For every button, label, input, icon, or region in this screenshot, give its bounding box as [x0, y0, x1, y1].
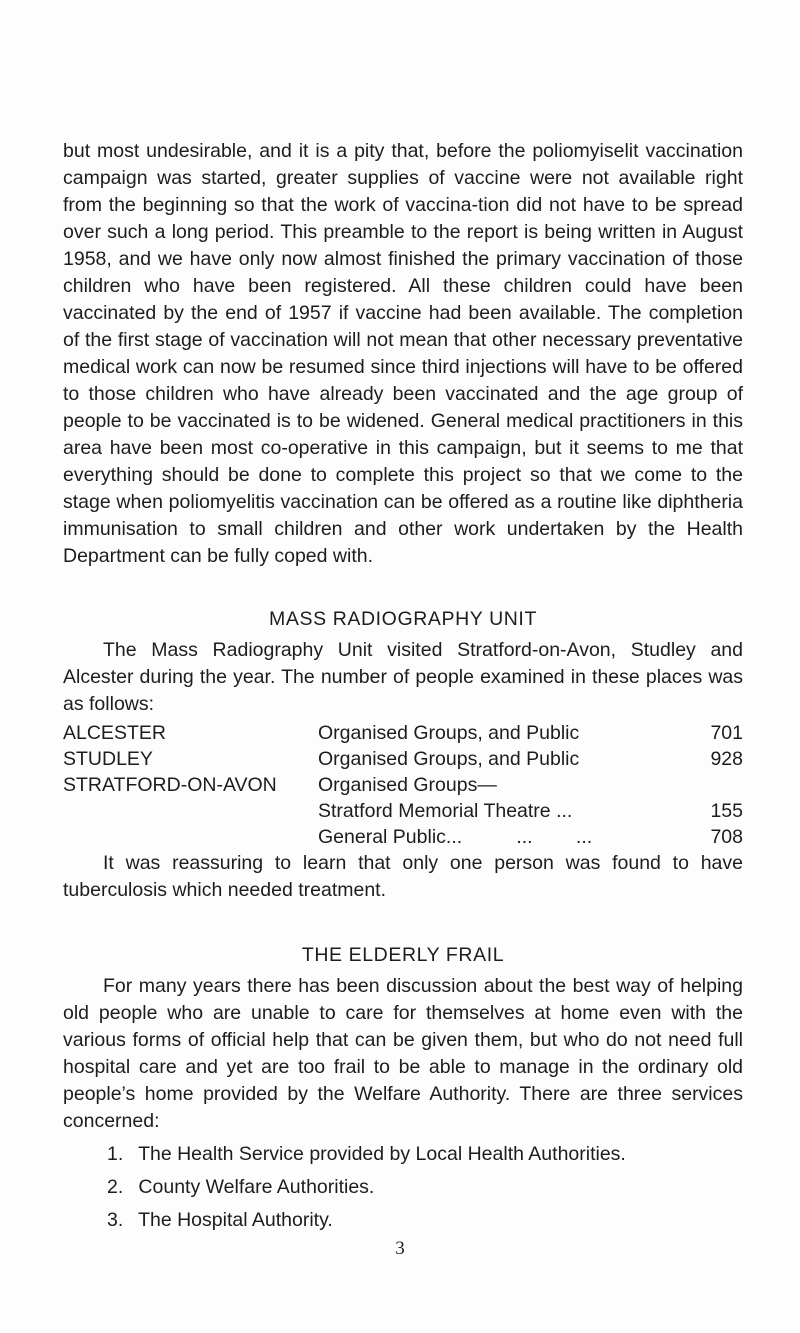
count-cell: 928: [710, 748, 743, 770]
table-row: [63, 824, 743, 850]
list-item: [63, 1207, 743, 1234]
services-list: [63, 1141, 743, 1234]
list-item: [63, 1141, 743, 1168]
place-cell: [63, 824, 318, 850]
intro-paragraph: but most undesirable, and it is a pity that, before the poliomyiselit vaccination campaign was started, greater supplies of vaccine were not available right from the beginning so that the work of vaccina-tion did not have to be spread over such a long period. This preamble to the report is being written in August 1958, and we have only now almost finished the primary vaccination of those children who have been registered. All these children could have been vaccinated by the end of 1957 if vaccine had been available. The completion of the first stage of vaccination will not mean that other necessary preventative medical work can now be resumed since third injections will have to be offered to those children who have already been vaccinated and the age group of people to be vaccinated is to be widened. General medical practitioners in this area have been most co-operative in this campaign, but it seems to me that everything should be done to complete this project so that we come to the stage when poliomyelitis vaccination can be offered as a routine like diphtheria immunisation to small children and other work undertaken by the Health Department can be fully coped with.: [63, 140, 743, 567]
place-cell: STRATFORD-ON-AVON: [63, 774, 277, 796]
count-cell: 701: [710, 722, 743, 744]
group-cell: Stratford Memorial Theatre ...: [318, 800, 573, 822]
list-item-text: The Hospital Authority.: [138, 1209, 333, 1231]
count-cell: 708: [710, 826, 743, 848]
table-row: [63, 772, 743, 798]
table-row: [63, 720, 743, 746]
mass-radiography-conclusion: It was reassuring to learn that only one person was found to have tuberculosis which needed treatment.: [63, 852, 743, 901]
group-cell: General Public... ... ...: [318, 826, 593, 848]
list-item-number: 1.: [107, 1143, 124, 1165]
mass-radiography-intro: The Mass Radiography Unit visited Stratford-on-Avon, Studley and Alcester during the year. The number of people examined in these places was as follows:: [63, 639, 743, 715]
group-cell: Organised Groups, and Public: [318, 748, 580, 770]
place-cell: [63, 798, 318, 824]
group-cell: Organised Groups, and Public: [318, 722, 580, 744]
elderly-frail-paragraph: For many years there has been discussion about the best way of helping old people who are unable to care for themselves at home even with the various forms of official help that can be given them, but who do not need full hospital care and yet are too frail to be able to manage in the ordinary old people’s home provided by the Welfare Authority. There are three services concerned:: [63, 975, 743, 1132]
list-item-number: 3.: [107, 1209, 124, 1231]
table-row: [63, 746, 743, 772]
count-cell: 155: [710, 800, 743, 822]
count-cell: [693, 772, 743, 798]
radiography-table: [63, 720, 743, 850]
list-item-text: The Health Service provided by Local Health Authorities.: [138, 1143, 626, 1165]
list-item-text: County Welfare Authorities.: [138, 1176, 375, 1198]
table-row: [63, 798, 743, 824]
place-cell: STUDLEY: [63, 748, 153, 770]
group-cell: Organised Groups—: [318, 774, 497, 796]
list-item-number: 2.: [107, 1176, 124, 1198]
place-cell: ALCESTER: [63, 722, 166, 744]
document-page: [63, 138, 743, 1240]
mass-radiography-heading: MASS RADIOGRAPHY UNIT: [269, 608, 537, 630]
list-item: [63, 1174, 743, 1201]
elderly-frail-heading: THE ELDERLY FRAIL: [301, 944, 505, 966]
page-number: 3: [395, 1238, 405, 1259]
